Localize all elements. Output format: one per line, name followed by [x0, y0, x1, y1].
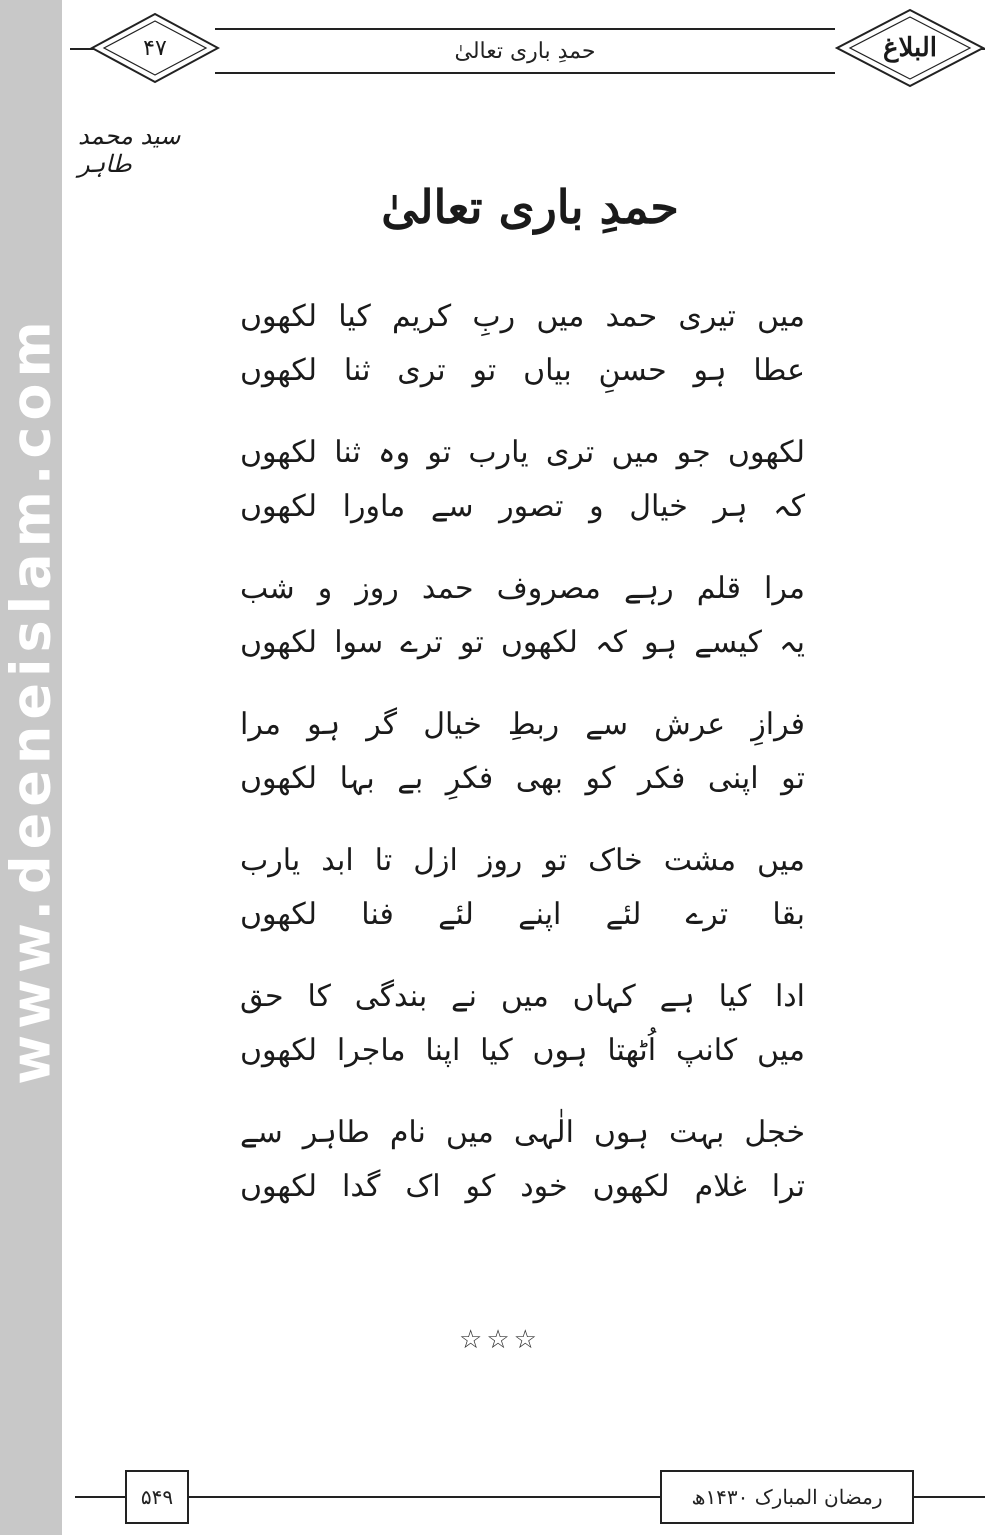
poem-body [240, 290, 805, 1242]
poem-line: کہ ہر خیال و تصور سے ماورا لکھوں [240, 489, 805, 524]
end-stars: ☆☆☆ [459, 1325, 541, 1355]
couplet [240, 290, 805, 398]
poem-line: مرا قلم رہے مصروف حمد روز و شب [240, 571, 805, 606]
poem-line: ادا کیا ہے کہاں میں نے بندگی کا حق [240, 979, 805, 1014]
watermark-strip [0, 0, 62, 1535]
poem-line: میں تیری حمد میں ربِ کریم کیا لکھوں [240, 299, 805, 334]
header-logo-badge [835, 8, 985, 88]
poem-line: یہ کیسے ہو کہ لکھوں تو ترے سوا لکھوں [240, 625, 805, 660]
couplet [240, 562, 805, 670]
header-logo: البلاغ [882, 33, 938, 63]
footer-issue: رمضان المبارک ۱۴۳۰ھ [691, 1485, 883, 1509]
poem-line: بقا ترے لئے اپنے لئے فنا لکھوں [240, 897, 805, 932]
header-bar [215, 28, 835, 74]
poem-line: لکھوں جو میں تری یارب تو وہ ثنا لکھوں [240, 435, 805, 470]
footer-page-number-box [125, 1470, 189, 1524]
poem-line: میں مشت خاک تو روز ازل تا ابد یارب [240, 843, 805, 878]
header-title: حمدِ باری تعالیٰ [454, 38, 596, 64]
couplet [240, 426, 805, 534]
couplet [240, 1106, 805, 1214]
couplet [240, 834, 805, 942]
poem-line: عطا ہو حسنِ بیاں تو تری ثنا لکھوں [240, 353, 805, 388]
footer-page-number: ۵۴۹ [140, 1485, 174, 1509]
couplet [240, 970, 805, 1078]
poem-line: تو اپنی فکر کو بھی فکرِ بے بہا لکھوں [240, 761, 805, 796]
poem-title: حمدِ باری تعالیٰ [381, 180, 679, 234]
header-page-number: ۴۷ [143, 35, 167, 61]
watermark-text: www.deeneislam.com [0, 315, 63, 1085]
poem-line: میں کانپ اُٹھتا ہوں کیا اپنا ماجرا لکھوں [240, 1033, 805, 1068]
poem-line: خجل بہت ہوں الٰہی میں نام طاہر سے [240, 1115, 805, 1150]
footer-issue-box [660, 1470, 914, 1524]
poem-line: ترا غلام لکھوں خود کو اک گدا لکھوں [240, 1169, 805, 1204]
header-page-number-badge [90, 12, 220, 84]
poem-line: فرازِ عرش سے ربطِ خیال گر ہو مرا [240, 707, 805, 742]
author-name: سید محمد طاہر [78, 122, 181, 178]
couplet [240, 698, 805, 806]
